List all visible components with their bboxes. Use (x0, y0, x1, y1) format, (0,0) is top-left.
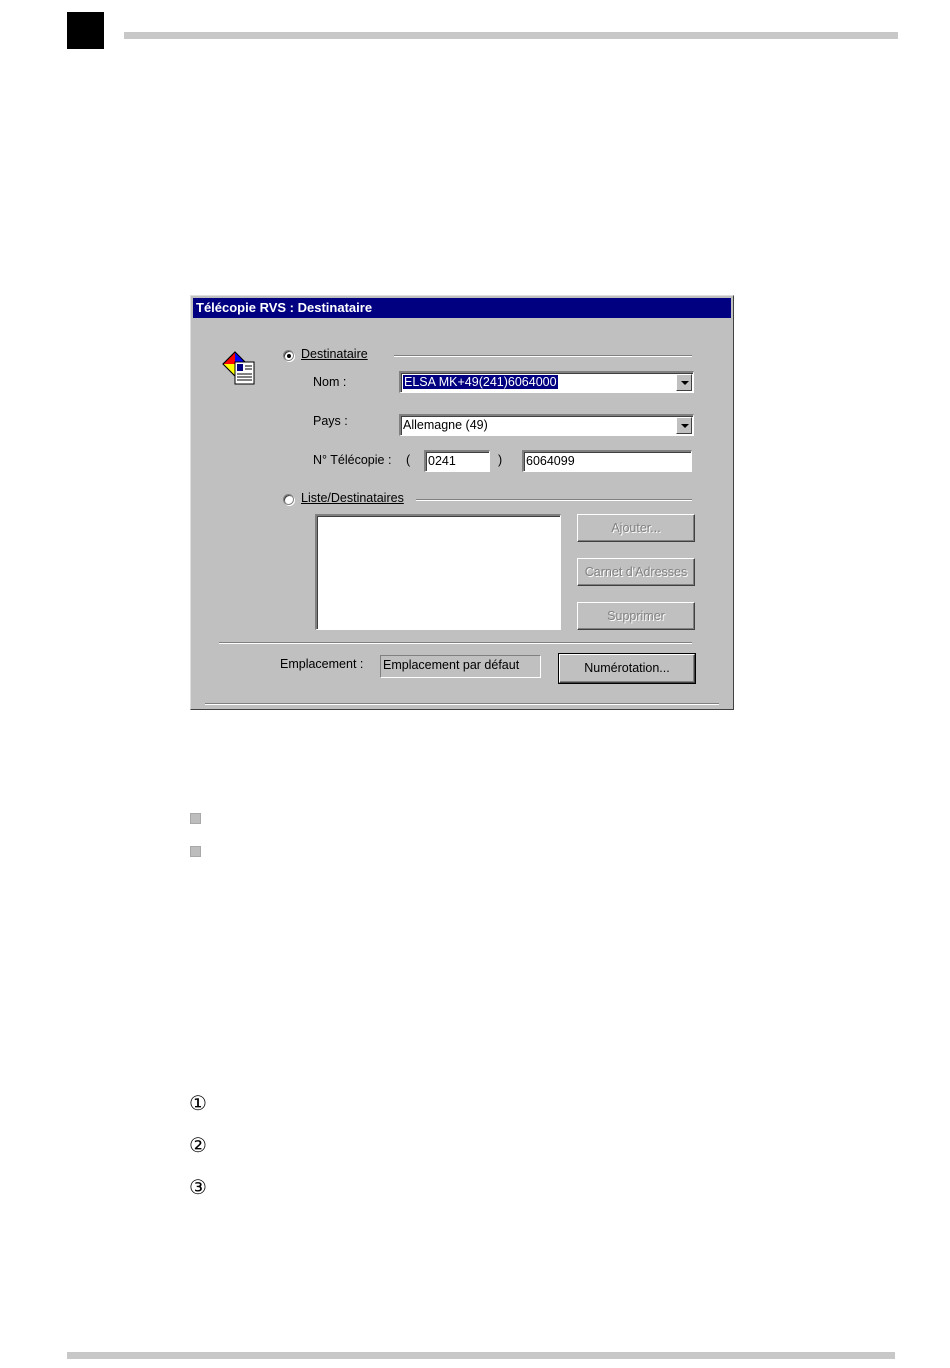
location-separator (219, 642, 692, 644)
step-marker-2: ② (189, 1133, 207, 1157)
header-rule (124, 32, 898, 39)
fax-close-paren: ) (498, 453, 503, 467)
radio-selected-dot (287, 354, 291, 358)
fax-recipient-icon (221, 350, 257, 386)
dialog-titlebar: Télécopie RVS : Destinataire (193, 298, 731, 318)
name-dropdown-button[interactable] (676, 374, 692, 391)
name-label: Nom : (313, 375, 347, 389)
dialing-button-label: Numérotation... (584, 661, 670, 675)
chapter-marker-square (67, 12, 104, 49)
dialog-bottom-line (205, 703, 719, 705)
country-label: Pays : (313, 414, 348, 428)
fax-area-code-input[interactable]: 0241 (424, 450, 490, 472)
location-value: Emplacement par défaut (380, 655, 541, 678)
fax-number-input[interactable]: 6064099 (522, 450, 692, 472)
country-dropdown-button[interactable] (676, 417, 692, 434)
recipient-radio[interactable] (283, 350, 294, 361)
recipient-list-radio-label[interactable]: Liste/Destinataires (301, 491, 404, 505)
list-group-line (416, 499, 692, 501)
recipient-radio-label[interactable]: Destinataire (301, 347, 368, 361)
country-select[interactable] (399, 414, 694, 436)
name-value: ELSA MK+49(241)6064000 (404, 375, 557, 389)
chevron-down-icon (681, 381, 689, 385)
chevron-down-icon (681, 424, 689, 428)
add-button-label: Ajouter... (611, 521, 661, 535)
step-marker-3: ③ (189, 1175, 207, 1199)
add-button[interactable] (577, 514, 695, 542)
delete-button-label: Supprimer (607, 609, 665, 623)
delete-button[interactable] (577, 602, 695, 630)
bullet-marker-2 (190, 846, 201, 857)
name-combobox[interactable] (399, 371, 694, 393)
fax-recipient-dialog (190, 295, 734, 710)
country-value: Allemagne (49) (403, 418, 488, 432)
fax-open-paren: ( (406, 453, 411, 467)
recipient-list-box[interactable] (315, 514, 561, 630)
fax-number-label: N° Télécopie : (313, 453, 392, 467)
address-book-button[interactable] (577, 558, 695, 586)
bullet-marker-1 (190, 813, 201, 824)
step-marker-1: ① (189, 1091, 207, 1115)
address-book-button-label: Carnet d'Adresses (584, 565, 688, 579)
dialing-button[interactable] (559, 654, 695, 683)
location-label: Emplacement : (280, 657, 364, 671)
recipient-group-line (394, 355, 692, 357)
recipient-list-radio[interactable] (283, 494, 294, 505)
footer-rule (67, 1352, 895, 1359)
